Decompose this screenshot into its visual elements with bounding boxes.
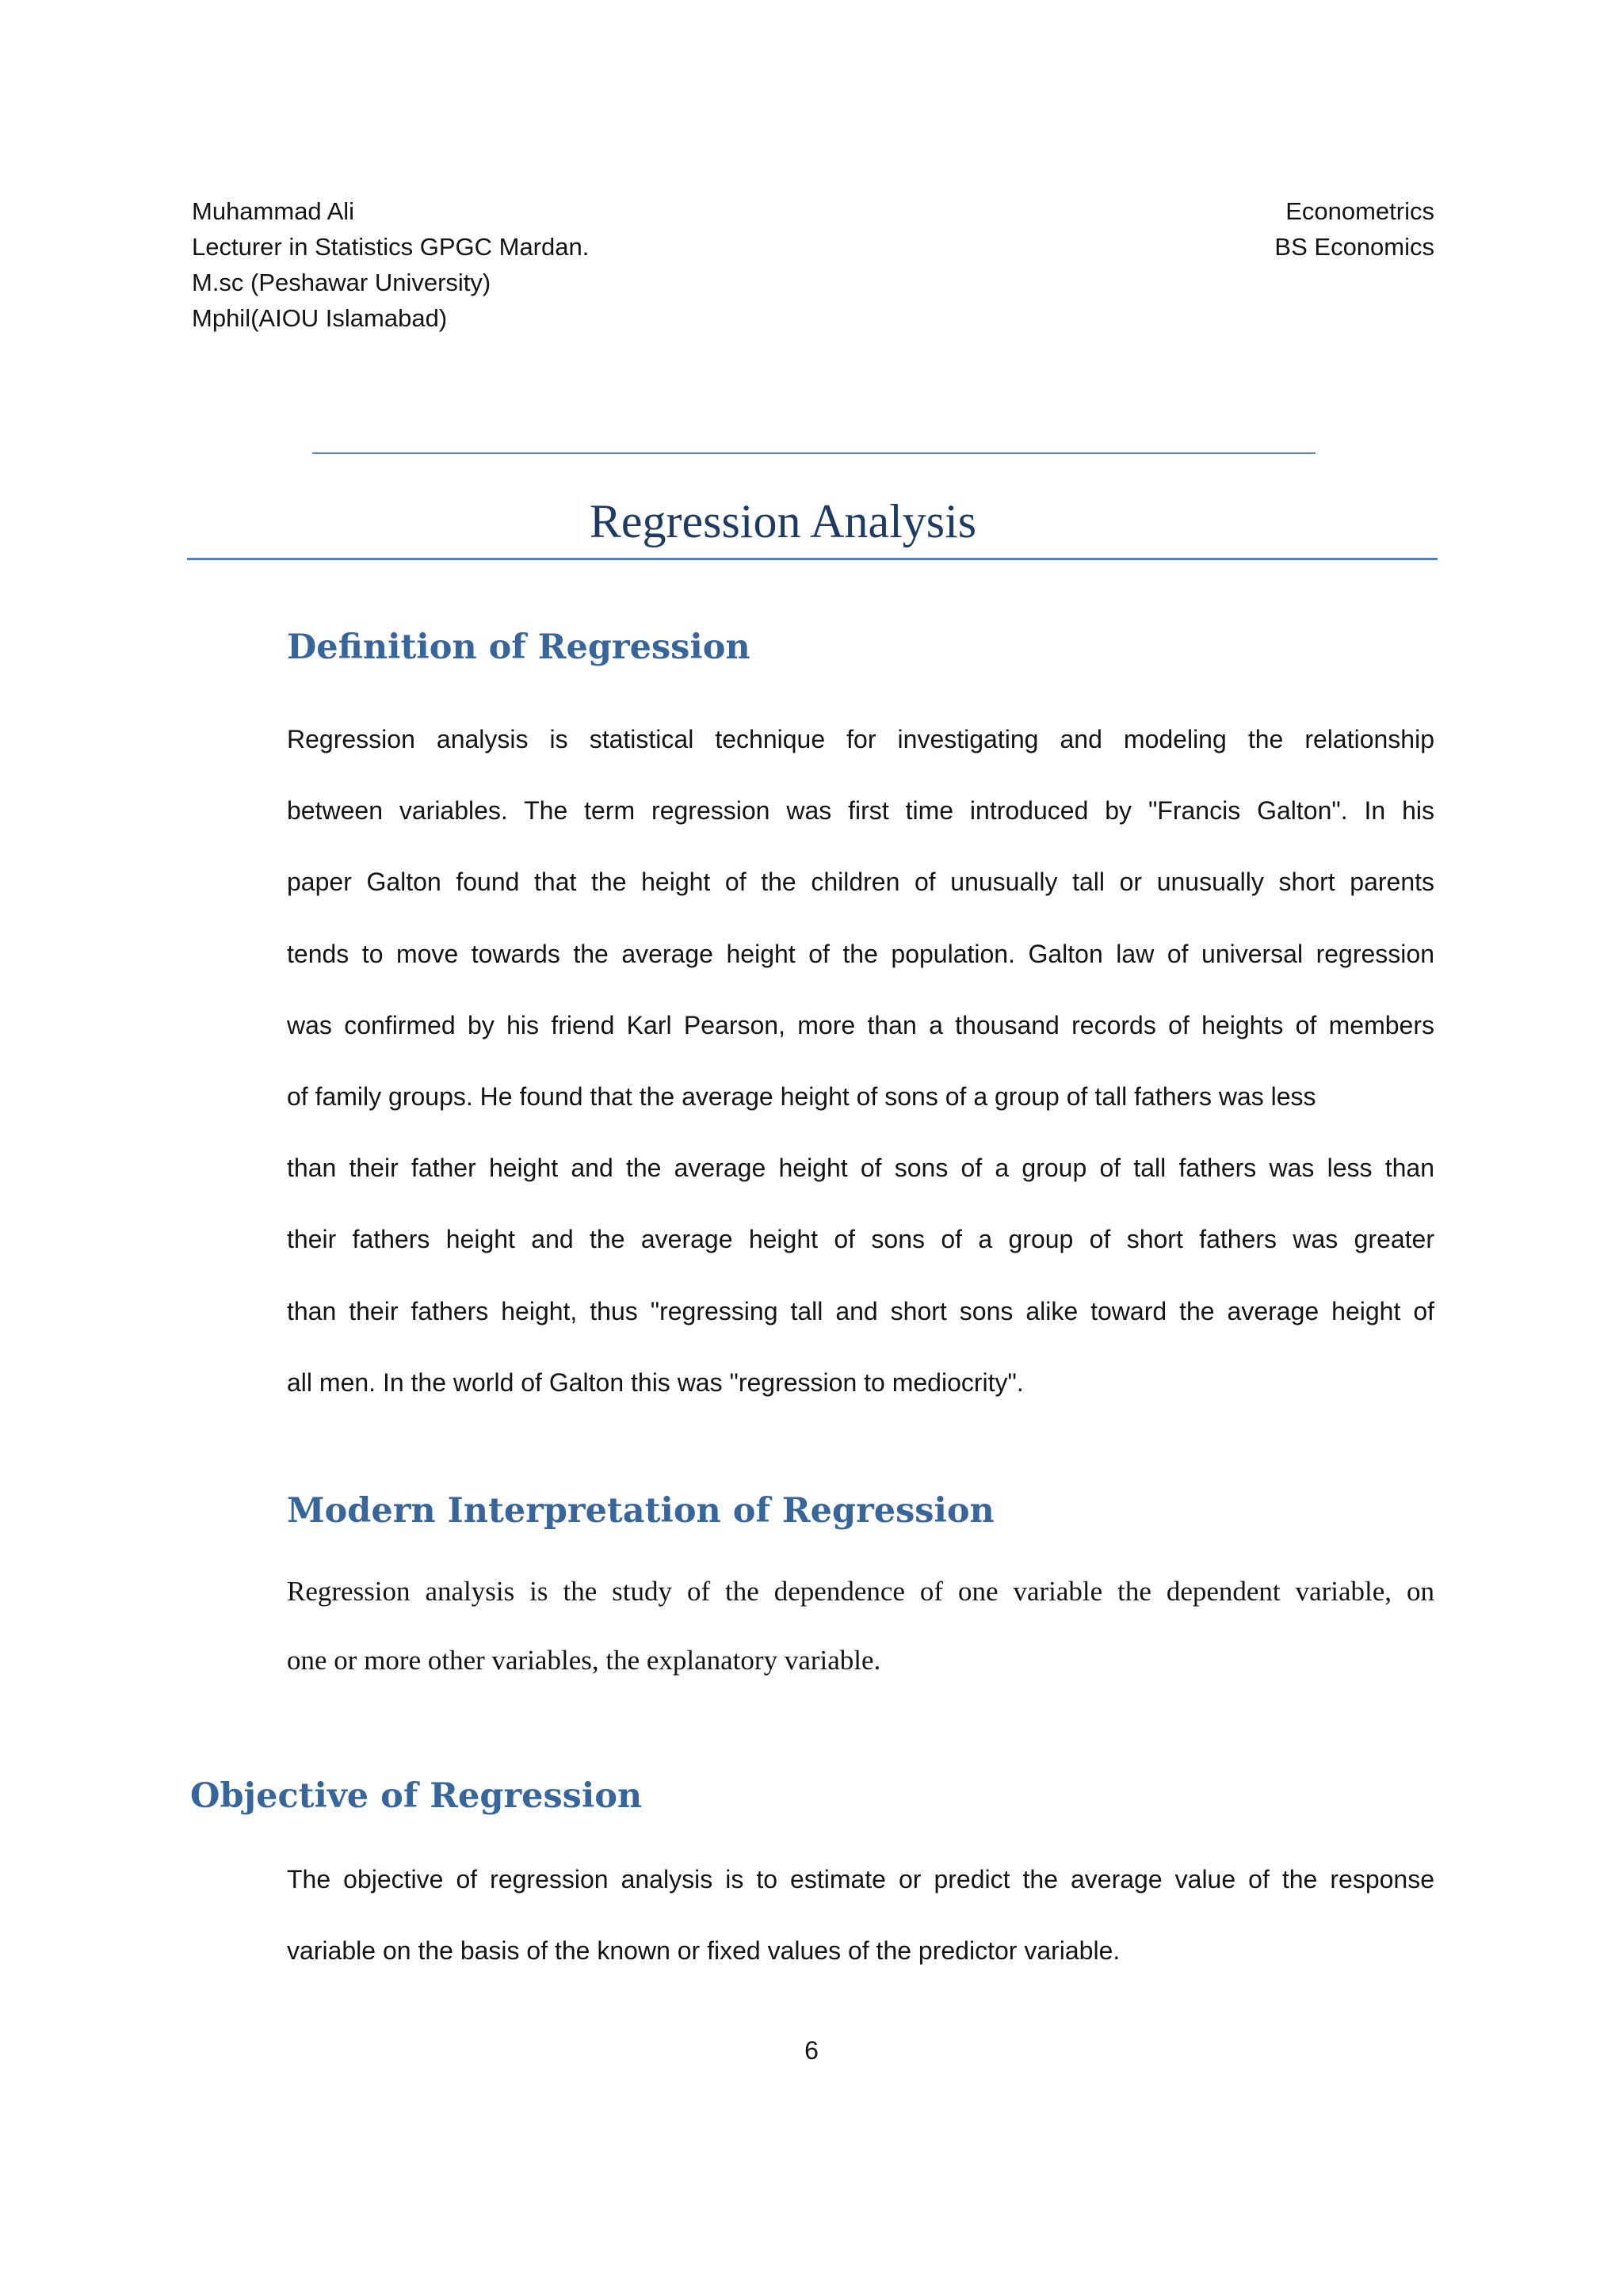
paragraph-line: variable on the basis of the known or fixed values of the predictor variable. xyxy=(287,1936,1121,1965)
author-degree-mphil: Mphil(AIOU Islamabad) xyxy=(192,304,448,332)
title-bottom-rule xyxy=(187,558,1438,560)
paragraph-line: one or more other variables, the explanatory variable. xyxy=(287,1645,881,1676)
paragraph-line: than their fathers height, thus "regressing tall and short sons alike toward the average height of xyxy=(287,1296,1434,1325)
paragraph-line: their fathers height and the average height of sons of a group of short fathers was greater xyxy=(287,1225,1434,1254)
paragraph-line: The objective of regression analysis is to estimate or predict the average value of the response xyxy=(287,1865,1434,1894)
page-title: Regression Analysis xyxy=(589,495,977,547)
paragraph-line: all men. In the world of Galton this was "regression to mediocrity". xyxy=(287,1367,1024,1397)
objective-heading: Objective of Regression xyxy=(190,1776,643,1816)
paragraph-line: than their father height and the average height of sons of a group of tall fathers was less than xyxy=(287,1154,1434,1183)
definition-paragraph xyxy=(287,704,1434,1418)
course-info xyxy=(1274,193,1434,265)
author-name: Muhammad Ali xyxy=(192,197,355,225)
title-top-rule xyxy=(312,452,1316,454)
paragraph-line: paper Galton found that the height of the children of unusually tall or unusually short parents xyxy=(287,868,1434,897)
author-degree-msc: M.sc (Peshawar University) xyxy=(192,269,491,296)
author-position: Lecturer in Statistics GPGC Mardan. xyxy=(192,233,590,261)
paragraph-line: Regression analysis is statistical technique for investigating and modeling the relationship xyxy=(287,725,1434,753)
author-info xyxy=(192,193,589,336)
paragraph-line: was confirmed by his friend Karl Pearson, more than a thousand records of heights of members xyxy=(287,1010,1434,1039)
paragraph-line: of family groups. He found that the average height of sons of a group of tall fathers was less xyxy=(287,1082,1316,1112)
modern-interpretation-paragraph xyxy=(287,1557,1434,1695)
paragraph-line: between variables. The term regression was first time introduced by "Francis Galton". In his xyxy=(287,796,1434,826)
program-name: BS Economics xyxy=(1274,233,1434,261)
paragraph-line: Regression analysis is the study of the dependence of one variable the dependent variable, on xyxy=(287,1576,1434,1607)
paragraph-line: tends to move towards the average height of the population. Galton law of universal regression xyxy=(287,939,1434,968)
page-number: 6 xyxy=(804,2036,819,2065)
objective-paragraph xyxy=(287,1844,1434,1986)
course-name: Econometrics xyxy=(1285,197,1434,225)
definition-heading: Definition of Regression xyxy=(287,627,750,667)
modern-interpretation-heading: Modern Interpretation of Regression xyxy=(287,1491,995,1531)
